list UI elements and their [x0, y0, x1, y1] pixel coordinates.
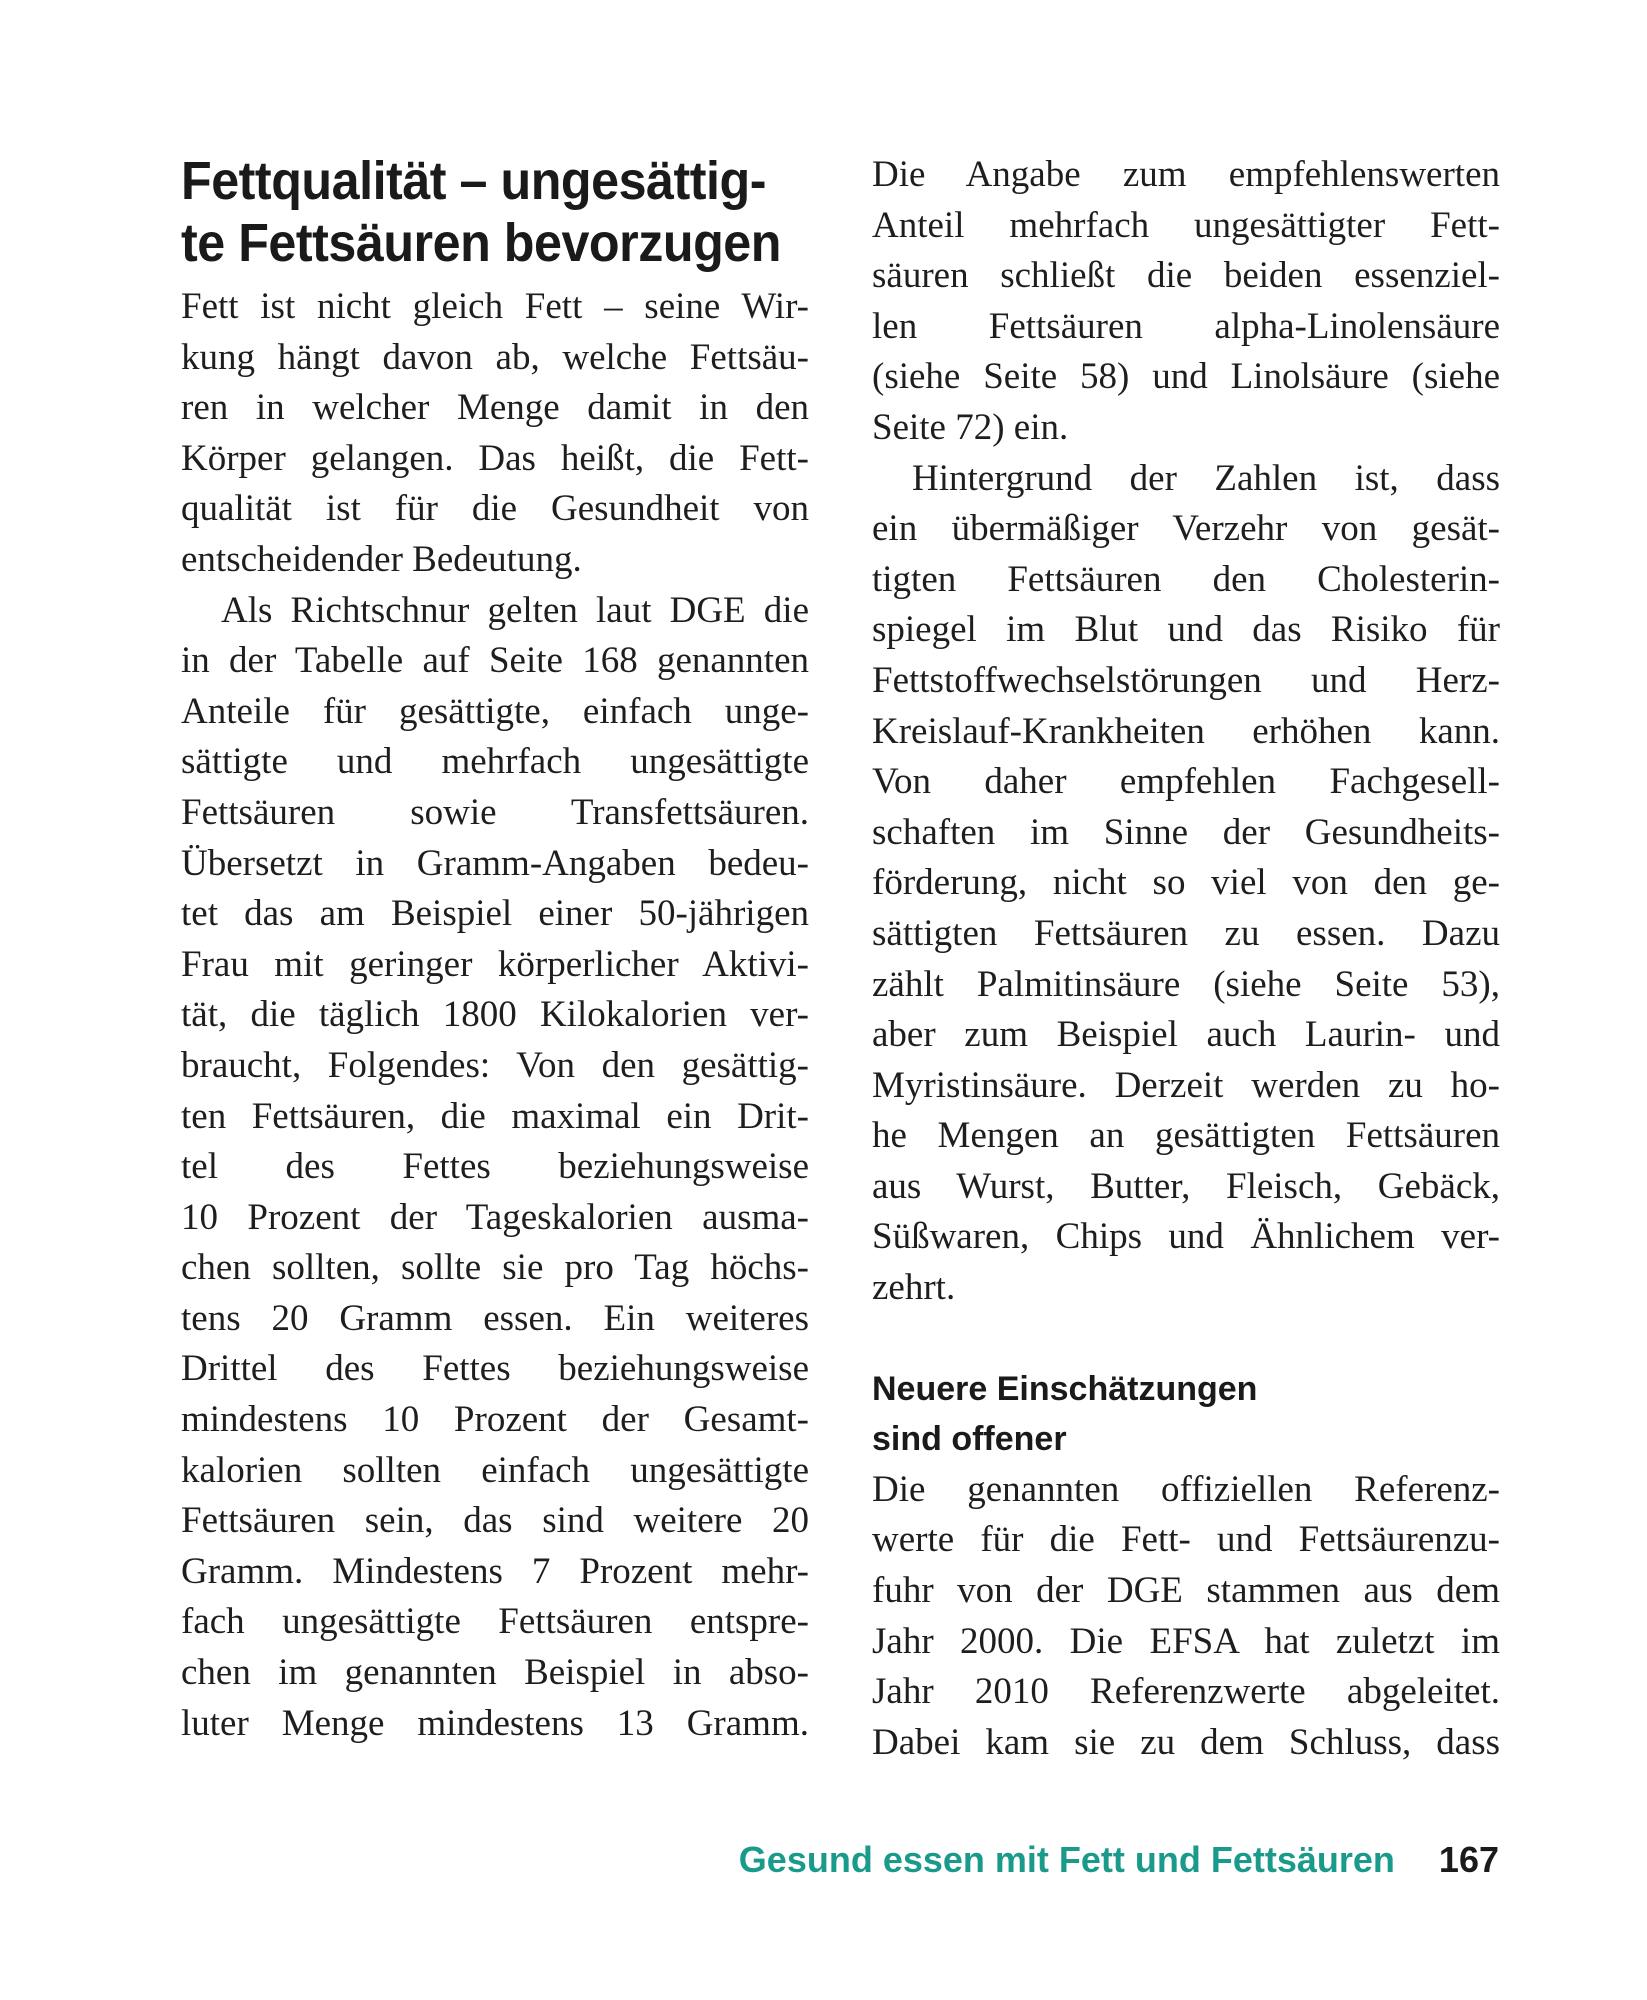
text-line: kalorien sollten einfach ungesättigte	[181, 1449, 809, 1491]
left-column	[181, 150, 809, 1749]
text-line: Die genannten offiziellen Referenz-	[872, 1468, 1500, 1510]
text-line: kung hängt davon ab, welche Fettsäu-	[181, 336, 809, 378]
text-line: Die Angabe zum empfehlenswerten	[872, 154, 1500, 195]
paragraph-background	[872, 454, 1500, 1314]
text-line: säuren schließt die beiden essenziel-	[872, 255, 1500, 297]
text-line: len Fettsäuren alpha-Linolensäure	[872, 305, 1500, 347]
text-line: schaften im Sinne der Gesundheits-	[872, 811, 1500, 853]
text-line: luter Menge mindestens 13 Gramm.	[181, 1702, 809, 1744]
text-line: Als Richtschnur gelten laut DGE die	[221, 589, 809, 631]
text-line: fach ungesättigte Fettsäuren entspre-	[181, 1601, 809, 1643]
text-line: Von daher empfehlen Fachgesell-	[872, 761, 1500, 803]
text-line: tens 20 Gramm essen. Ein weiteres	[181, 1297, 809, 1339]
text-line: Anteil mehrfach ungesättigter Fett-	[872, 204, 1500, 246]
text-line: Dabei kam sie zu dem Schluss, dass	[872, 1721, 1500, 1763]
subheading-line: sind offener	[872, 1420, 1067, 1459]
text-line: he Mengen an gesättigten Fettsäuren	[872, 1115, 1500, 1157]
text-line: 10 Prozent der Tageskalorien ausma-	[181, 1196, 809, 1238]
text-line: in der Tabelle auf Seite 168 genannten	[181, 640, 809, 682]
text-line: mindestens 10 Prozent der Gesamt-	[181, 1399, 809, 1441]
text-line: qualität ist für die Gesundheit von	[181, 488, 809, 530]
text-line: Jahr 2000. Die EFSA hat zuletzt im	[872, 1620, 1500, 1662]
text-line: aus Wurst, Butter, Fleisch, Gebäck,	[872, 1165, 1500, 1207]
text-line: Übersetzt in Gramm-Angaben bedeu-	[181, 842, 809, 884]
paragraph-intro	[181, 282, 809, 586]
text-line: Kreislauf-Krankheiten erhöhen kann.	[872, 710, 1500, 752]
text-line: Drittel des Fettes beziehungsweise	[181, 1348, 809, 1390]
text-line: chen sollten, sollte sie pro Tag höchs-	[181, 1247, 809, 1289]
heading-line: Fettqualität – ungesättig-	[181, 151, 766, 211]
text-line: Frau mit geringer körperlicher Aktivi-	[181, 943, 809, 985]
text-line: Fettsäuren sowie Transfettsäuren.	[181, 791, 809, 833]
text-line: ren in welcher Menge damit in den	[181, 387, 809, 429]
text-line: (siehe Seite 58) und Linolsäure (siehe	[872, 356, 1500, 398]
text-line: zählt Palmitinsäure (siehe Seite 53),	[872, 963, 1500, 1005]
text-line: Fett ist nicht gleich Fett – seine Wir-	[181, 286, 809, 327]
text-line: aber zum Beispiel auch Laurin- und	[872, 1014, 1500, 1056]
text-line: Gramm. Mindestens 7 Prozent mehr-	[181, 1550, 809, 1592]
text-line: Süßwaren, Chips und Ähnlichem ver-	[872, 1216, 1500, 1258]
text-line: Hintergrund der Zahlen ist, dass	[912, 457, 1500, 499]
text-line: ten Fettsäuren, die maximal ein Drit-	[181, 1095, 809, 1137]
text-line: Seite 72) ein.	[872, 406, 1069, 448]
running-footer-title: Gesund essen mit Fett und Fettsäuren	[738, 1839, 1395, 1880]
subheading-line: Neuere Einschätzungen	[872, 1369, 1258, 1408]
paragraph-essential-fatty-acids	[872, 150, 1500, 454]
text-line: zehrt.	[872, 1267, 956, 1309]
text-line: fuhr von der DGE stammen aus dem	[872, 1570, 1500, 1612]
text-line: Jahr 2010 Referenzwerte abgeleitet.	[872, 1671, 1500, 1713]
text-line: tät, die täglich 1800 Kilokalorien ver-	[181, 994, 809, 1036]
paragraph-guideline	[181, 586, 809, 1750]
text-line: sättigte und mehrfach ungesättigte	[181, 741, 809, 783]
text-line: Anteile für gesättigte, einfach unge-	[181, 690, 809, 732]
page-footer	[739, 1838, 1499, 1882]
page-number: 167	[1438, 1839, 1499, 1880]
text-line: entscheidender Bedeutung.	[181, 538, 582, 580]
subheading	[872, 1364, 1500, 1465]
text-line: tigten Fettsäuren den Cholesterin-	[872, 558, 1500, 600]
text-line: förderung, nicht so viel von den ge-	[872, 862, 1500, 904]
text-line: werte für die Fett- und Fettsäurenzu-	[872, 1519, 1500, 1561]
section-heading	[181, 150, 781, 274]
text-line: chen im genannten Beispiel in abso-	[181, 1652, 809, 1694]
text-line: tet das am Beispiel einer 50-jährigen	[181, 893, 809, 935]
text-line: Fettstoffwechselstörungen und Herz-	[872, 659, 1500, 701]
text-line: Myristinsäure. Derzeit werden zu ho-	[872, 1064, 1500, 1106]
text-line: ein übermäßiger Verzehr von gesät-	[872, 508, 1500, 550]
heading-line: te Fettsäuren bevorzugen	[181, 213, 781, 273]
text-line: braucht, Folgendes: Von den gesättig-	[181, 1044, 809, 1086]
text-line: Körper gelangen. Das heißt, die Fett-	[181, 437, 809, 479]
text-line: tel des Fettes beziehungsweise	[181, 1146, 809, 1188]
paragraph-reference-values	[872, 1465, 1500, 1769]
text-line: Fettsäuren sein, das sind weitere 20	[181, 1500, 809, 1542]
right-column	[872, 150, 1500, 1768]
text-line: spiegel im Blut und das Risiko für	[872, 609, 1500, 651]
text-line: sättigten Fettsäuren zu essen. Dazu	[872, 912, 1500, 954]
